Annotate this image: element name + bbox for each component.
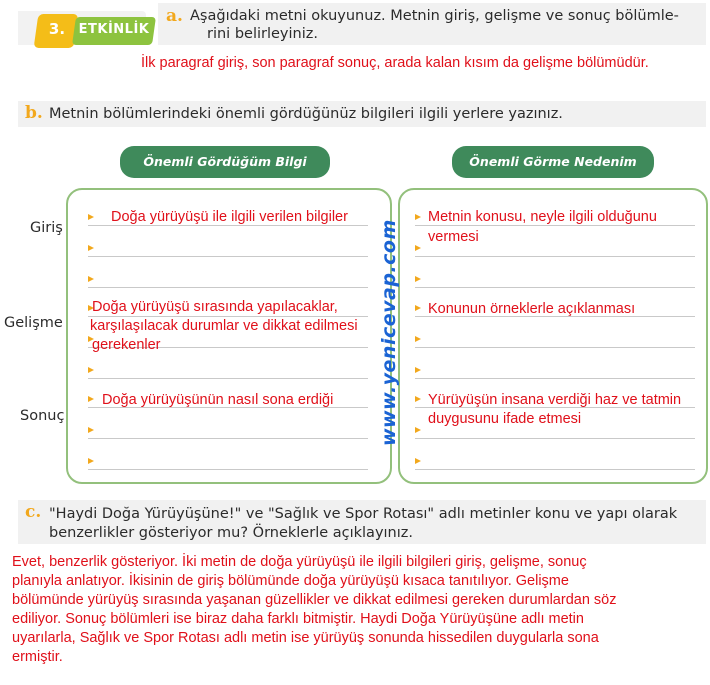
right-panel-title: Önemli Görme Nedenim — [452, 146, 654, 178]
writing-line — [88, 287, 368, 288]
part-a-letter: a. — [166, 6, 183, 26]
part-a-question-line2: rini belirleyiniz. — [207, 26, 318, 42]
part-c-answer — [12, 553, 617, 667]
left-answer-gelisme-line2: karşılaşılacak durumlar ve dikkat edilmesi — [90, 318, 358, 334]
part-b-letter: b. — [25, 103, 43, 123]
part-a-question-line1: Aşağıdaki metni okuyunuz. Metnin giriş, gelişme ve sonuç bölümle- — [190, 8, 679, 24]
writing-line — [88, 438, 368, 439]
row-label-giris: Giriş — [30, 220, 63, 236]
writing-line — [88, 378, 368, 379]
right-answer-gelisme-line1: Konunun örneklerle açıklanması — [428, 301, 636, 317]
part-c-answer-line6: ermiştir. — [12, 649, 63, 665]
bullet-arrow-icon — [415, 367, 421, 373]
right-answer-giris-line2: vermesi — [428, 229, 479, 245]
part-c-question-line1: "Haydi Doğa Yürüyüşüne!" ve "Sağlık ve Spor Rotası" adlı metinler konu ve yapı olarak — [49, 506, 678, 522]
bullet-arrow-icon — [415, 396, 421, 402]
bullet-arrow-icon — [88, 214, 94, 220]
right-answer-giris-line1: Metnin konusu, neyle ilgili olduğunu — [428, 209, 657, 225]
bullet-arrow-icon — [415, 245, 421, 251]
part-c-answer-line5: uyarılarla, Sağlık ve Spor Rotası adlı metin ise yürüyüş sonunda hissedilen duygularla sona — [12, 630, 599, 646]
part-c-answer-line3: bölümünde yürüyüş sırasında yaşanan güzellikler ve dikkat edilmesi gereken durumlardan söz — [12, 592, 617, 608]
activity-badge — [18, 11, 150, 45]
part-c-answer-line1: Evet, benzerlik gösteriyor. İki metin de doğa yürüyüşü ile ilgili bilgileri giriş, gelişme, sonuç — [12, 554, 587, 570]
bullet-arrow-icon — [415, 336, 421, 342]
right-answer-sonuc-line1: Yürüyüşün insana verdiği haz ve tatmin — [428, 392, 682, 408]
part-b-question: Metnin bölümlerindeki önemli gördüğünüz bilgileri ilgili yerlere yazınız. — [49, 106, 563, 122]
part-c-letter: c. — [25, 502, 42, 522]
bullet-arrow-icon — [415, 305, 421, 311]
writing-line — [415, 347, 695, 348]
writing-line — [88, 256, 368, 257]
writing-line — [415, 469, 695, 470]
bullet-arrow-icon — [415, 276, 421, 282]
bullet-arrow-icon — [88, 427, 94, 433]
left-answer-gelisme-line1: Doğa yürüyüşü sırasında yapılacaklar, — [92, 299, 338, 315]
left-answer-giris-line1: Doğa yürüyüşü ile ilgili verilen bilgiler — [111, 209, 348, 225]
activity-number: 3. — [48, 20, 66, 38]
row-label-gelisme: Gelişme — [4, 315, 63, 331]
row-label-sonuc: Sonuç — [20, 408, 65, 424]
activity-label: ETKİNLİK — [78, 22, 150, 37]
bullet-arrow-icon — [415, 427, 421, 433]
writing-line — [415, 378, 695, 379]
watermark: www.yenicevap.com — [378, 219, 400, 446]
right-answer-sonuc-line2: duygusunu ifade etmesi — [428, 411, 582, 427]
part-a-answer: İlk paragraf giriş, son paragraf sonuç, arada kalan kısım da gelişme bölümüdür. — [141, 55, 649, 71]
part-c-answer-line2: planıyla anlatıyor. İkisinin de giriş bölümünde doğa yürüyüşü kısaca tanıtılıyor. Gelişme — [12, 573, 569, 589]
writing-line — [415, 256, 695, 257]
writing-line — [415, 287, 695, 288]
writing-line — [415, 438, 695, 439]
bullet-arrow-icon — [88, 276, 94, 282]
left-answer-sonuc-line1: Doğa yürüyüşünün nasıl sona erdiği — [102, 392, 334, 408]
bullet-arrow-icon — [415, 458, 421, 464]
part-c-answer-line4: ediliyor. Sonuç bölümleri ise biraz daha farklı bitmiştir. Haydi Doğa Yürüyüşüne adlı metin — [12, 611, 584, 627]
bullet-arrow-icon — [88, 458, 94, 464]
writing-line — [88, 469, 368, 470]
bullet-arrow-icon — [88, 396, 94, 402]
left-answer-gelisme-line3: gerekenler — [92, 337, 161, 353]
bullet-arrow-icon — [415, 214, 421, 220]
left-panel-title: Önemli Gördüğüm Bilgi — [120, 146, 330, 178]
bullet-arrow-icon — [88, 245, 94, 251]
bullet-arrow-icon — [88, 367, 94, 373]
part-c-question-line2: benzerlikler gösteriyor mu? Örneklerle açıklayınız. — [49, 525, 413, 541]
